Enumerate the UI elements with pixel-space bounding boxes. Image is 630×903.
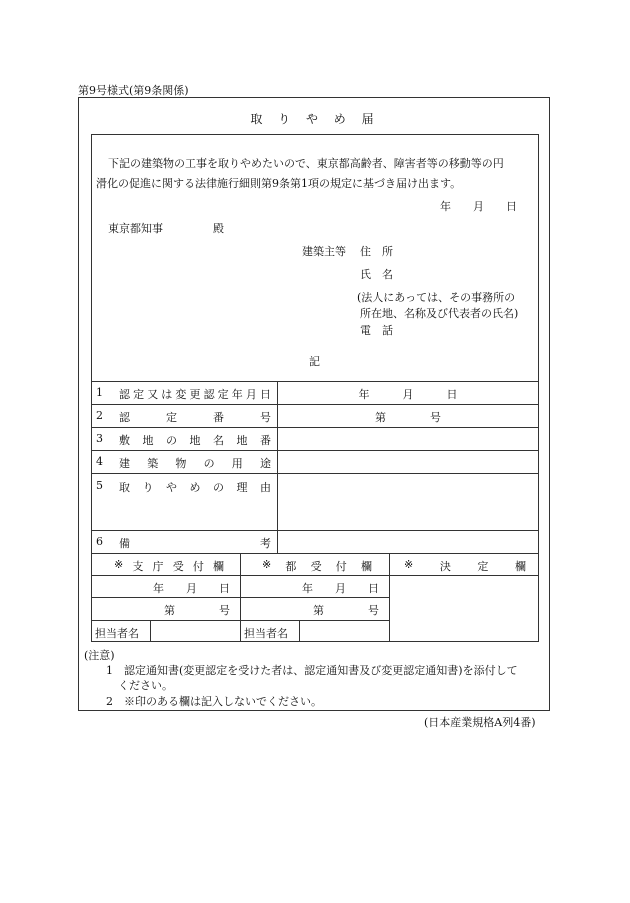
- row-3-label: 敷 地 の 地 名 地 番: [119, 434, 271, 447]
- metro-person-label: 担当者名: [244, 627, 288, 640]
- branch-person-label: 担当者名: [95, 627, 139, 640]
- metro-number: 第 号: [313, 604, 379, 617]
- addressee: 東京都知事: [108, 222, 163, 235]
- branch-reception-header: ※ 支 庁 受 付 欄: [114, 558, 224, 573]
- submission-date: 年 月 日: [440, 200, 517, 213]
- form-title: 取 り や め 届: [250, 112, 380, 126]
- row-1-label: 認 定 又 は 変 更 認 定 年 月 日: [119, 388, 271, 401]
- note-1-line-2: ください。: [118, 679, 173, 692]
- intro-line-1: 下記の建築物の工事を取りやめたいので、東京都高齢者、障害者等の移動等の円: [108, 157, 504, 170]
- form-number: 第9号様式(第9条関係): [78, 84, 189, 97]
- row-4-label: 建 築 物 の 用 途: [119, 457, 271, 470]
- row-1-number: 1: [96, 386, 103, 399]
- row-4-number: 4: [96, 455, 103, 468]
- row-6-number: 6: [96, 535, 103, 548]
- name-label: 氏 名: [360, 268, 393, 281]
- branch-date: 年 月 日: [153, 582, 230, 595]
- ki-label: 記: [309, 355, 320, 368]
- row-5-number: 5: [96, 479, 103, 492]
- note-1-line-1: 1 認定通知書(変更認定を受けた者は、認定通知書及び変更認定通知書)を添付して: [106, 664, 518, 677]
- row-5-label: 取 り や め の 理 由: [119, 481, 271, 494]
- notes-header: (注意): [84, 649, 115, 662]
- corp-note-1: (法人にあっては、その事務所の: [357, 291, 516, 304]
- address-label: 住 所: [360, 245, 393, 258]
- intro-line-2: 滑化の促進に関する法律施行細則第9条第1項の規定に基づき届け出ます。: [96, 177, 462, 190]
- row-1-value: 年 月 日: [358, 388, 458, 401]
- decision-header: ※ 決 定 欄: [404, 558, 526, 573]
- row-2-label: 認 定 番 号: [119, 411, 271, 424]
- note-2: 2 ※印のある欄は記入しないでください。: [106, 695, 322, 708]
- honorific: 殿: [213, 222, 224, 235]
- branch-number: 第 号: [164, 604, 230, 617]
- row-2-value: 第 号: [375, 411, 441, 424]
- metro-reception-header: ※ 都 受 付 欄: [262, 558, 372, 573]
- applicant-label: 建築主等: [302, 245, 346, 258]
- metro-date: 年 月 日: [302, 582, 379, 595]
- row-6-label: 備 考: [119, 537, 271, 550]
- row-3-number: 3: [96, 432, 103, 445]
- row-2-number: 2: [96, 409, 103, 422]
- phone-label: 電 話: [360, 324, 393, 337]
- paper-standard: (日本産業規格A列4番): [424, 716, 536, 729]
- corp-note-2: 所在地、名称及び代表者の氏名): [360, 307, 519, 320]
